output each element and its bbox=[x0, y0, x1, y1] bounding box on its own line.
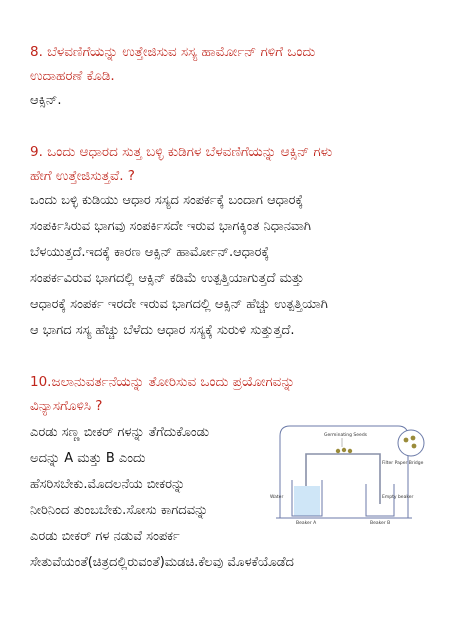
answer-9-line: ಸಂಪರ್ಕಿಸಿರುವ ಭಾಗವು ಸಂಪರ್ಕಿಸದೇ ಇರುವ ಭಾಗಕ್ಕಿಂತ ನಿಧಾನವಾಗಿ bbox=[30, 219, 311, 234]
question-9-line-2: ಹೇಗೆ ಉತ್ತೇಜಿಸುತ್ತವೆ. ? bbox=[30, 168, 135, 184]
answer-10-line: ಎರಡು ಬೀಕರ್ ಗಳ ನಡುವೆ ಸಂಪರ್ಕ bbox=[30, 529, 180, 544]
label-filter-paper-bridge: Filter Paper Bridge bbox=[382, 461, 424, 466]
answer-9-line: ಒಂದು ಬಳ್ಳಿ ಕುಡಿಯು ಆಧಾರ ಸಸ್ಯದ ಸಂಪರ್ಕಕ್ಕೆ ಬಂದಾಗ ಆಧಾರಕ್ಕೆ bbox=[30, 193, 304, 208]
answer-10-line: ಎರಡು ಸಣ್ಣ ಬೀಕರ್ ಗಳನ್ನು ತೆಗೆದುಕೊಂಡು bbox=[30, 425, 210, 440]
answer-10-line: ಅದನ್ನು A ಮತ್ತು B ಎಂದು bbox=[30, 451, 146, 466]
answer-9-line: ಬೆಳಯುತ್ತದೆ.ಇದಕ್ಕೆ ಕಾರಣ ಆಕ್ಸಿನ್ ಹಾರ್ಮೋನ್.ಆಧಾರಕ್ಕೆ bbox=[30, 245, 270, 260]
seed-icon bbox=[348, 449, 352, 453]
water-fill bbox=[294, 486, 320, 516]
label-beaker-a: Beaker A bbox=[296, 521, 317, 524]
seed-icon bbox=[342, 448, 346, 452]
question-10-line-1: 10.ಜಲಾನುವರ್ತನೆಯನ್ನು ತೋರಿಸುವ ಒಂದು ಪ್ರಯೋಗವನ್ನು bbox=[30, 374, 295, 390]
answer-9-line: ಸಂಪರ್ಕವಿರುವ ಭಾಗದಲ್ಲಿ ಆಕ್ಸಿನ್ ಕಡಿಮೆ ಉತ್ಪತ್ತಿಯಾಗುತ್ತದೆ ಮತ್ತು bbox=[30, 271, 304, 286]
answer-10-line: ಹೆಸರಿಸಬೇಕು.ಮೊದಲನೆಯ ಬೀಕರನ್ನು bbox=[30, 477, 186, 492]
seed-icon bbox=[411, 436, 416, 441]
question-9-line-1: 9. ಒಂದು ಆಧಾರದ ಸುತ್ತ ಬಳ್ಳಿ ಕುಡಿಗಳ ಬೆಳವಣಿಗೆಯನ್ನು ಆಕ್ಸಿನ್ ಗಳು bbox=[30, 144, 333, 160]
question-8 bbox=[30, 40, 430, 88]
answer-9-line: ಆ ಭಾಗದ ಸಸ್ಯ ಹೆಚ್ಚು ಬೆಳೆದು ಆಧಾರ ಸಸ್ಯಕ್ಕೆ ಸುರುಳಿ ಸುತ್ತುತ್ತದೆ. bbox=[30, 323, 295, 338]
label-beaker-b: Beaker B bbox=[370, 521, 391, 524]
seed-icon bbox=[336, 449, 340, 453]
answer-8-text: ಆಕ್ಸಿನ್. bbox=[30, 93, 62, 108]
answer-8 bbox=[30, 88, 435, 114]
answer-9-line: ಆಧಾರಕ್ಕೆ ಸಂಪರ್ಕ ಇರದೇ ಇರುವ ಭಾಗದಲ್ಲಿ ಆಕ್ಸಿನ್ ಹೆಚ್ಚು ಉತ್ಪತ್ತಿಯಾಗಿ bbox=[30, 297, 328, 312]
seed-icon bbox=[412, 444, 417, 449]
question-8-line-1: 8. ಬೆಳವಣಿಗೆಯನ್ನು ಉತ್ತೇಜಿಸುವ ಸಸ್ಯ ಹಾರ್ಮೋನ್ ಗಳಿಗೆ ಒಂದು bbox=[30, 44, 316, 60]
answer-10-continued bbox=[30, 550, 435, 576]
question-10-line-2: ವಿನ್ಯಾಸಗೊಳಿಸಿ ? bbox=[30, 398, 103, 414]
label-water: Water bbox=[270, 495, 284, 500]
answer-10-line: ನೀರಿನಿಂದ ತುಂಬಬೇಕು.ಸೋಸು ಕಾಗದವನ್ನು bbox=[30, 503, 209, 518]
label-empty-beaker: Empty beaker bbox=[382, 495, 414, 500]
seed-dish-inset bbox=[396, 428, 426, 458]
answer-9 bbox=[30, 188, 435, 344]
answer-10-line: ಸೇತುವೆಯಂತೆ(ಚಿತ್ರದಲ್ಲಿರುವಂತೆ)ಮಡಚಿ.ಕೆಲವು ಮೊಳಕೆಯೊಡೆದ bbox=[30, 555, 294, 570]
question-9 bbox=[30, 140, 430, 188]
question-10 bbox=[30, 370, 430, 418]
dish-circle bbox=[398, 430, 424, 456]
question-8-line-2: ಉದಾಹರಣೆ ಕೊಡಿ. bbox=[30, 68, 115, 84]
label-germinating-seeds: Germinating Seeds bbox=[324, 433, 368, 438]
hydrotropism-experiment-figure bbox=[262, 414, 438, 524]
seed-icon bbox=[404, 438, 409, 443]
answer-10 bbox=[30, 420, 280, 550]
